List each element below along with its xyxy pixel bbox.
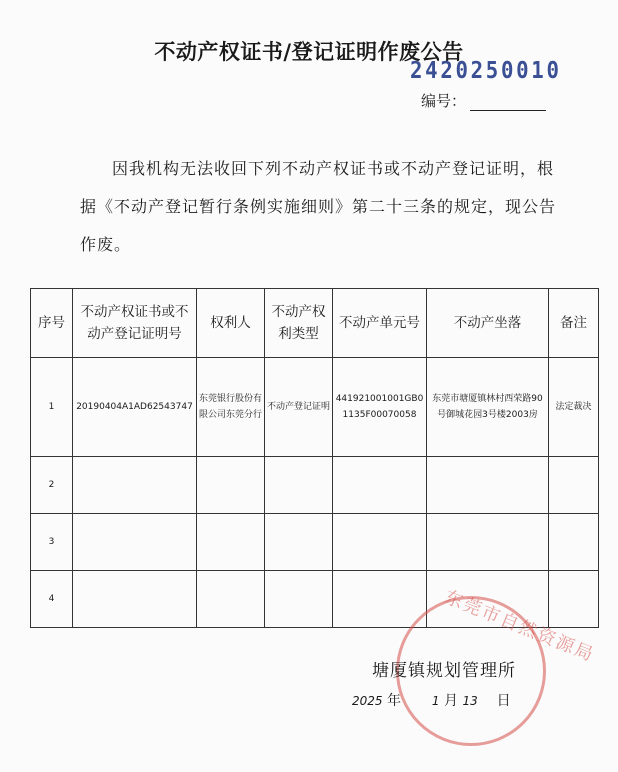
cell-right-holder [197,457,265,514]
seal-text: 东莞市自然资源局 [441,586,598,667]
cell-location [427,514,549,571]
cell-location: 东莞市塘厦镇林村西荣路90号御城花园3号楼2003房 [427,358,549,457]
cell-unit-no: 441921001001GB01135F00070058 [333,358,427,457]
header-unit-no: 不动产单元号 [333,289,427,358]
cell-index: 1 [31,358,73,457]
cell-certificate-no [73,571,197,628]
issuer-name: 塘厦镇规划管理所 [372,661,516,681]
table-row [31,514,599,571]
cell-right-type [265,457,333,514]
cell-certificate-no [73,457,197,514]
header-remarks: 备注 [549,289,599,358]
cell-index: 3 [31,514,73,571]
cell-right-holder [197,571,265,628]
cell-right-holder [197,514,265,571]
table-header-row [31,289,599,358]
issue-date [352,690,511,710]
header-right-type: 不动产权利类型 [265,289,333,358]
cell-location [427,457,549,514]
cell-certificate-no [73,514,197,571]
cell-index: 4 [31,571,73,628]
stamped-number: 2420250010 [410,58,562,84]
cell-right-holder: 东莞银行股份有限公司东莞分行 [197,358,265,457]
cell-certificate-no: 20190404A1AD62543747 [73,358,197,457]
number-label: 编号： [421,92,467,110]
date-day: 13 [462,694,478,708]
header-location: 不动产坐落 [427,289,549,358]
cell-remarks: 法定裁决 [549,358,599,457]
cell-index: 2 [31,457,73,514]
cell-remarks [549,571,599,628]
cell-unit-no [333,571,427,628]
cell-right-type: 不动产登记证明 [265,358,333,457]
date-month-label: 月 [444,693,458,709]
cell-right-type [265,571,333,628]
date-month: 1 [431,694,440,708]
header-right-holder: 权利人 [197,289,265,358]
table-row [31,457,599,514]
date-year: 2025 [352,694,383,708]
cell-right-type [265,514,333,571]
number-blank-line [470,95,546,111]
date-year-label: 年 [387,693,401,709]
cell-unit-no [333,514,427,571]
table-row [31,358,599,457]
number-row [421,90,546,111]
cell-remarks [549,457,599,514]
cell-unit-no [333,457,427,514]
announcement-body: 因我机构无法收回下列不动产权证书或不动产登记证明，根据《不动产登记暂行条例实施细则》第二十三条的规定，现公告作废。 [80,159,557,254]
header-certificate-no: 不动产权证书或不动产登记证明号 [73,289,197,358]
page-title: 不动产权证书/登记证明作废公告 [154,39,464,64]
header-index: 序号 [31,289,73,358]
cell-remarks [549,514,599,571]
voided-certificates-table [30,288,599,628]
date-day-label: 日 [496,693,511,709]
